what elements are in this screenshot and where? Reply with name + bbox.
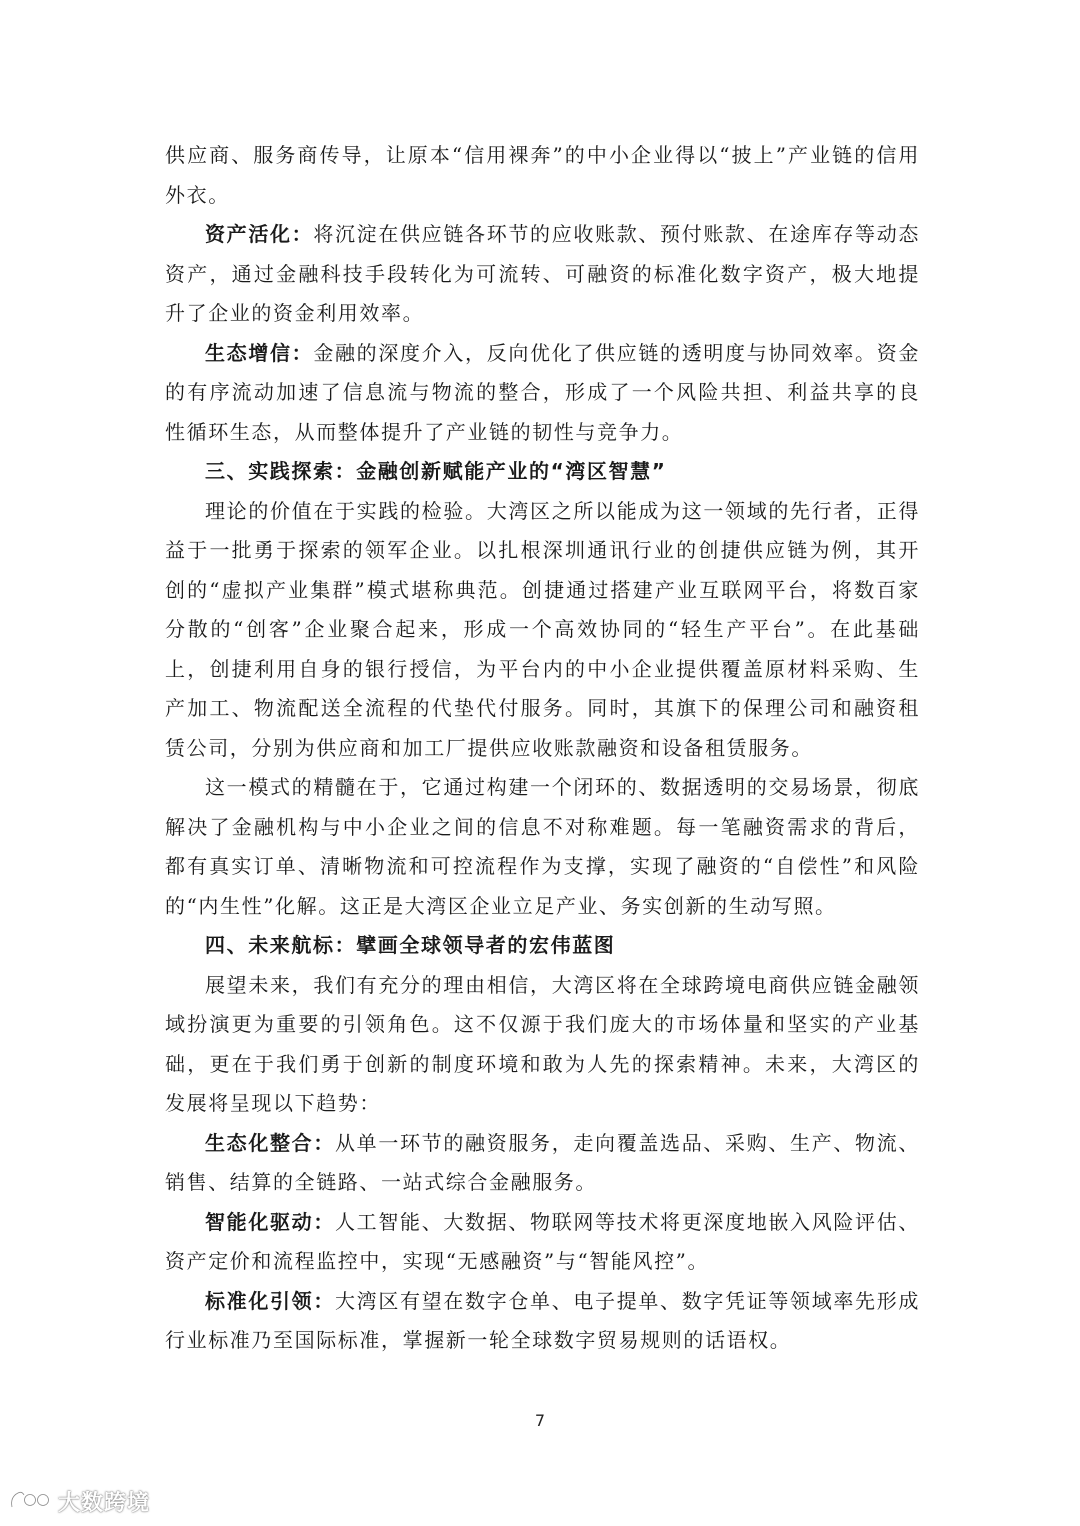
paragraph-lead: 资产活化：	[205, 222, 314, 246]
paragraph-text: 从单一环节的融资服务，走向覆盖选品、采购、生产、物流、销售、结算的全链路、一站式综合金融服务。	[165, 1130, 920, 1194]
paragraph-outlook	[165, 966, 920, 1124]
paragraph-continued	[165, 136, 920, 215]
paragraph-text: 大湾区有望在数字仓单、电子提单、数字凭证等领域率先形成行业标准乃至国际标准，掌握新一轮全球数字贸易规则的话语权。	[165, 1288, 920, 1352]
paragraph-lead: 生态增信：	[205, 340, 314, 365]
document-body	[165, 136, 920, 1361]
paragraph-practice	[165, 492, 920, 769]
paragraph-model-essence	[165, 768, 920, 926]
paragraph-lead: 标准化引领：	[205, 1288, 336, 1313]
page-number: 7	[534, 1411, 546, 1430]
section-heading-3: 三、实践探索：金融创新赋能产业的“湾区智慧”	[205, 459, 667, 483]
watermark-logo-icon	[8, 1487, 52, 1517]
paragraph-asset-activation	[165, 215, 920, 334]
watermark	[8, 1486, 150, 1517]
paragraph-lead: 智能化驱动：	[205, 1209, 336, 1234]
paragraph-text: 这一模式的精髓在于，它通过构建一个闭环的、数据透明的交易场景，彻底解决了金融机构与中小企业之间的信息不对称难题。每一笔融资需求的背后，都有真实订单、清晰物流和可控流程作为支撑，实现了融资的“自偿性”和风险的“内生性”化解。这正是大湾区企业立足产业、务实创新的生动写照。	[165, 775, 920, 918]
paragraph-intelligent-drive	[165, 1203, 920, 1282]
paragraph-text: 展望未来，我们有充分的理由相信，大湾区将在全球跨境电商供应链金融领域扮演更为重要的引领角色。这不仅源于我们庞大的市场体量和坚实的产业基础，更在于我们勇于创新的制度环境和敢为人先的探索精神。未来，大湾区的发展将呈现以下趋势：	[165, 972, 920, 1115]
paragraph-text: 供应商、服务商传导，让原本“信用裸奔”的中小企业得以“披上”产业链的信用外衣。	[165, 143, 920, 207]
paragraph-text: 金融的深度介入，反向优化了供应链的透明度与协同效率。资金的有序流动加速了信息流与物流的整合，形成了一个风险共担、利益共享的良性循环生态，从而整体提升了产业链的韧性与竞争力。	[165, 340, 920, 444]
paragraph-text: 将沉淀在供应链各环节的应收账款、预付账款、在途库存等动态资产，通过金融科技手段转化为可流转、可融资的标准化数字资产，极大地提升了企业的资金利用效率。	[165, 222, 920, 325]
paragraph-text: 理论的价值在于实践的检验。大湾区之所以能成为这一领域的先行者，正得益于一批勇于探索的领军企业。以扎根深圳通讯行业的创捷供应链为例，其开创的“虚拟产业集群”模式堪称典范。创捷通过搭建产业互联网平台，将数百家分散的“创客”企业聚合起来，形成一个高效协同的“轻生产平台”。在此基础上，创捷利用自身的银行授信，为平台内的中小企业提供覆盖原材料采购、生产加工、物流配送全流程的代垫代付服务。同时，其旗下的保理公司和融资租赁公司，分别为供应商和加工厂提供应收账款融资和设备租赁服务。	[165, 498, 920, 760]
paragraph-standard-leading	[165, 1282, 920, 1361]
paragraph-lead: 生态化整合：	[205, 1130, 336, 1155]
paragraph-text: 人工智能、大数据、物联网等技术将更深度地嵌入风险评估、资产定价和流程监控中，实现“无感融资”与“智能风控”。	[165, 1209, 920, 1273]
paragraph-eco-integration	[165, 1124, 920, 1203]
watermark-text: 大数跨境	[58, 1491, 151, 1516]
section-heading-4: 四、未来航标：擘画全球领导者的宏伟蓝图	[205, 933, 616, 957]
paragraph-eco-credit	[165, 334, 920, 453]
